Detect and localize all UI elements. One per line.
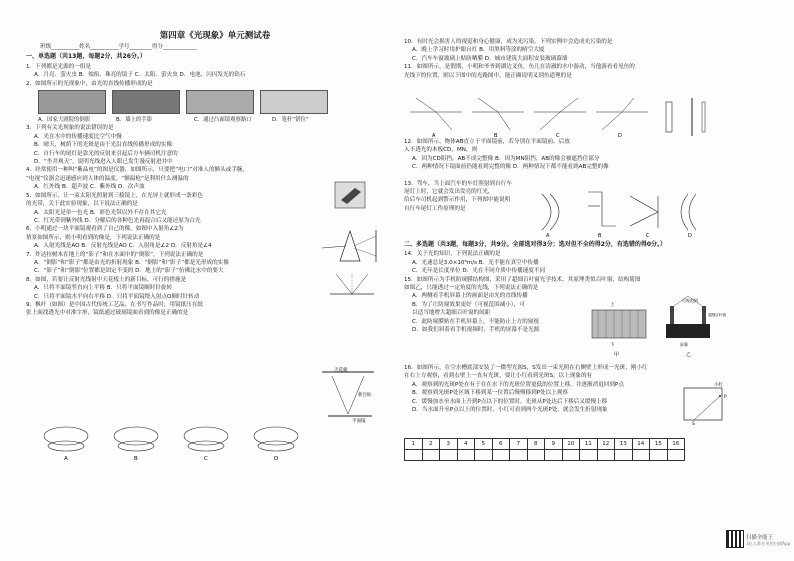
option-label-b: B bbox=[494, 133, 498, 139]
question-9-figures bbox=[36, 422, 316, 462]
label-p: P bbox=[724, 395, 727, 400]
figure-label-yi: 乙 bbox=[686, 352, 692, 358]
question-12-options-cd: C．两种情况下镜面前仍能看到完整的像 D．两种情况下都不能看到AB完整的像 bbox=[412, 164, 609, 171]
question-2-figures bbox=[26, 90, 404, 114]
option-label-d: D bbox=[274, 456, 279, 462]
question-5: 5．如图所示，让一束太阳光照射到三棱镜上，在光屏上就形成一条彩色 bbox=[26, 192, 203, 199]
question-1-options: A．月亮、萤火虫 B．烛焰、珠亮的镜子 C．太阳、萤火虫 D．电池、闪闪发光的钻石 bbox=[34, 72, 246, 79]
answer-grid-answer-cell[interactable] bbox=[422, 450, 440, 461]
section-multi-choice: 二、多选题（共3题，每题3分，共9分。全部选对得3分；选对但不全的得2分，有选错的得0分。） bbox=[404, 241, 667, 248]
question-15-privacy-film-figure bbox=[590, 294, 726, 358]
ceiling-mirror-figure bbox=[318, 366, 378, 424]
figure-label: B．墙上的手影 bbox=[116, 117, 153, 124]
figure-convex-mirror bbox=[186, 90, 254, 114]
figure-label-bottom: 下 bbox=[610, 343, 615, 348]
question-5-cont: 的光带，关于此实验现象，以下说法正确的是 bbox=[26, 201, 138, 208]
question-13: 13．驾车，当上面汽车的车灯照射到自行车 bbox=[404, 180, 512, 187]
answer-grid-number-cell: 5 bbox=[475, 439, 493, 450]
question-5-options-ab: A．太阳光是单一色光 B．彩色光带以外不存在其它光 bbox=[34, 209, 167, 216]
question-16-option-a: A．观察到的光斑P处在有于在在水下的光斑位置更低的位置上移，并逐渐消退回到P点 bbox=[412, 381, 624, 388]
prism-figure bbox=[320, 226, 380, 266]
label-xiaohong: 小红 bbox=[714, 383, 723, 388]
figure-label: A．国家大剧院的倒影 bbox=[38, 117, 91, 124]
question-10-options-ab: A．晚上学习时用护眼台灯 B．用黑料等涂的晴空大厦 bbox=[412, 47, 545, 54]
answer-grid-number-cell: 7 bbox=[510, 439, 528, 450]
answer-grid-number-cell: 16 bbox=[667, 439, 685, 450]
question-9: 9．枫叶（如图）是中国古代传统工艺品，在书写作品时，用镜纸压在纸 bbox=[26, 301, 203, 308]
question-11-figures bbox=[406, 92, 656, 138]
question-15-option-b: B．为了让防窥效果更好（可视范围减小），可 bbox=[412, 301, 525, 308]
answer-grid-number-cell: 8 bbox=[527, 439, 545, 450]
option-label-a: A bbox=[546, 233, 550, 239]
question-7-options-cd: C．“影子”和“倒影”位置都是固定不变的 D．地上的“影子”仿佛比水中的要大 bbox=[34, 268, 224, 275]
option-label-d: D bbox=[618, 133, 622, 139]
question-14-options-cd: C．光年是长度单位 D．光在不同介质中传播速度不同 bbox=[412, 268, 546, 275]
mirror-reflection-figure bbox=[326, 270, 378, 300]
answer-grid-answer-cell[interactable] bbox=[457, 450, 475, 461]
question-10-options-cd: C．汽车车窗玻璃上贴防晒膜 D．城市建筑大面积安装玻璃幕墙 bbox=[412, 55, 568, 62]
right-column bbox=[404, 38, 782, 80]
question-16-option-c: C．缓慢加水至水面上升到P点以下的位置时，光斑从P处达后下移后又缓慢上移 bbox=[412, 398, 608, 405]
option-label-a: A bbox=[432, 133, 436, 139]
question-12-cont: 入不透光的木板CD，MN，则 bbox=[404, 147, 478, 154]
answer-grid-number-cell: 11 bbox=[580, 439, 598, 450]
option-label-b: B bbox=[598, 233, 602, 239]
section-single-choice: 一、单选题（共13题，每题2分，共26分。） bbox=[26, 53, 146, 61]
label-s: S bbox=[692, 422, 695, 427]
question-15-option-b-cont: 以适当地增大超细百叶窗的间距 bbox=[412, 310, 491, 317]
question-7-options-ab: A．“倒影”和“影子”都是由光的折射现象 B．“倒影”和“影子”都是光形成的实像 bbox=[34, 259, 229, 266]
question-2-figure-labels bbox=[26, 116, 404, 124]
question-3-option-c: C．自行车的尾灯是靠光的反射来引起后方车辆司机注意的 bbox=[34, 150, 178, 157]
question-15-option-a: A．两侧看手机屏幕上的画面是由光的直线传播 bbox=[412, 293, 528, 300]
question-12-mirror-figure bbox=[658, 94, 718, 140]
answer-grid-answer-cell[interactable] bbox=[405, 450, 423, 461]
option-label-a: A bbox=[64, 456, 68, 462]
answer-grid-number-cell: 9 bbox=[545, 439, 563, 450]
question-16-tank-figure bbox=[680, 378, 730, 426]
label-plane-mirror: 平面镜 bbox=[352, 419, 366, 424]
figure-label-top: 上 bbox=[610, 303, 615, 308]
qr-code-icon bbox=[726, 530, 744, 548]
answer-grid-answer-cell[interactable] bbox=[667, 450, 685, 461]
question-8: 8．如图，若要让反射光线射中天花板上的新目标，可行的措施是 bbox=[26, 276, 187, 283]
question-6-cont: 情景如图所示，则小明看到的像是，下列说法正确的是 bbox=[26, 234, 161, 241]
question-1: 1．下列都是光源的一组是 bbox=[26, 63, 92, 70]
answer-grid-answer-cell[interactable] bbox=[475, 450, 493, 461]
question-13-cont-3: 自行车尾灯工作原理的是 bbox=[404, 205, 466, 212]
student-info-line: 班级__________姓名__________学号________得分____________ bbox=[40, 44, 197, 50]
question-6: 6．小明通过一块平面镜观看到了自己的像，如图中入射角∠2为 bbox=[26, 226, 184, 233]
question-3-option-d: D．“坐井观天”，说明光线进入人眼已发生漫反射进井中 bbox=[34, 159, 173, 166]
answer-grid bbox=[404, 438, 685, 461]
question-15-option-d: D．如我们斜着看手机视频时，手机的屏幕不是光源 bbox=[412, 327, 540, 334]
question-10: 10．有时光会损害人的视觉和身心健康，成为光污染，下列实例中会造成光污染的是 bbox=[404, 39, 613, 45]
answer-grid-answer-cell[interactable] bbox=[562, 450, 580, 461]
question-6-options: A．入射光线是AO B．反射光线是AO C．入射角是∠2 D．反射角是∠4 bbox=[34, 243, 212, 250]
label-ceiling: 天花板 bbox=[334, 368, 348, 373]
answer-grid-answer-cell[interactable] bbox=[527, 450, 545, 461]
question-13-figures bbox=[538, 186, 708, 238]
option-label-c: C bbox=[556, 133, 560, 139]
answer-grid-answer-cell[interactable] bbox=[492, 450, 510, 461]
question-2: 2．如图所示的光现象中，由光的直线传播形成的是 bbox=[26, 80, 153, 87]
label-new-target: 新目标 bbox=[358, 393, 372, 398]
question-9-cont: 张上面找透光中对准字形，镜纸通过玻璃镜面看到的像是正确的是 bbox=[26, 310, 189, 317]
answer-grid-number-cell: 3 bbox=[440, 439, 458, 450]
question-16-option-b: B．观察到光斑P处区域下移到某一位置后慢慢移到P处以上观察 bbox=[412, 390, 569, 397]
question-15-option-c: C．此防窥膜贴在手机屏幕上，不能防止上方的窥视 bbox=[412, 318, 539, 325]
answer-grid-number-cell: 2 bbox=[422, 439, 440, 450]
scanner-tagline: 3亿人都在用的扫描App bbox=[746, 541, 791, 546]
question-13-cont: 尾灯上时，它就会发出发亮的红光， bbox=[404, 189, 494, 196]
figure-hand-shadow bbox=[112, 90, 180, 114]
figure-label-screen: 屏幕 bbox=[680, 342, 688, 347]
answer-grid-answer-cell[interactable] bbox=[597, 450, 615, 461]
question-5-options-cd: C．红光带到紫外线 D．分解后的各种色光再混合后又能还原为白光 bbox=[34, 217, 201, 224]
answer-grid-number-cell: 13 bbox=[615, 439, 633, 450]
question-16-cont: 在右上方观察，看到右壁上一直有光斑，要让小红看到光斑S，以上现象的有 bbox=[404, 373, 593, 380]
answer-grid-number-row bbox=[405, 439, 685, 450]
answer-grid-number-cell: 10 bbox=[562, 439, 580, 450]
answer-grid-answer-cell[interactable] bbox=[545, 450, 563, 461]
answer-grid-number-cell: 14 bbox=[632, 439, 650, 450]
scanner-brand: 扫描全能王 bbox=[746, 535, 773, 541]
option-label-d: D bbox=[688, 233, 692, 239]
question-11-cont: 光线下的位置，则以下图中的光路图中，能正确说明叉到鱼道理的是 bbox=[404, 72, 572, 79]
figure-label-jia: 甲 bbox=[614, 352, 620, 358]
question-7: 7．炸达拉树木在地上的“影子”和在水面中的“倒影”，下列说法正确的是 bbox=[26, 251, 204, 258]
answer-grid-answer-row bbox=[405, 450, 685, 461]
question-3-option-b: B．晴天，树荫下的光斑是由于光沿直线传播形成的实像 bbox=[34, 142, 173, 149]
question-8-options-ab: A．只将平面镜竖直向上平移 B．只将平面镜顺时针旋转 bbox=[34, 285, 173, 292]
answer-grid-answer-cell[interactable] bbox=[650, 450, 668, 461]
answer-grid-answer-cell[interactable] bbox=[615, 450, 633, 461]
question-14: 14．关于光的知识，下列说法正确的是 bbox=[404, 251, 501, 258]
exam-title: 第四章《光现象》单元测试卷 bbox=[159, 31, 271, 41]
answer-grid-answer-cell[interactable] bbox=[632, 450, 650, 461]
answer-grid-answer-cell[interactable] bbox=[510, 450, 528, 461]
answer-grid-answer-cell[interactable] bbox=[580, 450, 598, 461]
question-3-option-a: A．光在水中的传播速度比空气中慢 bbox=[34, 133, 122, 140]
question-16: 16．如图所示，在空水槽底部安装了一微型光源S，S发出一束光照在右侧壁上形成一光斑，刚小红 bbox=[404, 365, 648, 371]
figure-pen-in-water bbox=[260, 90, 328, 114]
question-11: 11．如图所示，是假期，小明和爷爷到湖边叉鱼，鱼儿在清澈的水中游动，当他游看看见鱼的 bbox=[404, 64, 635, 71]
answer-grid-number-cell: 1 bbox=[405, 439, 423, 450]
answer-grid-number-cell: 6 bbox=[492, 439, 510, 450]
question-4: 4．经常使用一种叫“紫晶电”的图是仪器，如图所示，只要把“电口”对准人的额头或手腕， bbox=[26, 167, 249, 174]
question-12: 12．如图所示，物体AB直立于平面镜前，若分别在平面镜前、后放 bbox=[404, 139, 570, 145]
option-label-b: B bbox=[134, 456, 138, 462]
figure-theater-reflection bbox=[38, 90, 106, 114]
question-3: 3．下列有关光现象的说法错误的是 bbox=[26, 125, 114, 132]
figure-label: D．笔杆“错位” bbox=[272, 117, 309, 124]
figure-label-louver: 超细百叶窗 bbox=[708, 313, 726, 317]
question-12-options-ab: A．因为CD阻挡，AB不成完整像 B．因为MN阻挡，AB的像会被遮挡住部分 bbox=[412, 155, 600, 162]
answer-grid-answer-cell[interactable] bbox=[440, 450, 458, 461]
question-15: 15．如图所示为手机防窥膜结构图，采用了超细百叶窗光学技术，其原理类似百叶窗，结构简图 bbox=[404, 276, 641, 283]
figure-label: C．通过凸面镜观察路口 bbox=[194, 117, 252, 124]
option-label-c: C bbox=[646, 233, 650, 239]
question-16-option-d: D．当水面升至P点以上的位置时，小红可看到两个光斑P处，就会发生折射现象 bbox=[412, 407, 608, 414]
answer-grid-number-cell: 12 bbox=[597, 439, 615, 450]
question-8-options-cd: C．只将平面镜水平向右平移 D．只将平面镜绕入射点O顺时针转动 bbox=[34, 293, 200, 300]
question-4-options: A．红外线 B．超声波 C．紫外线 D．次声波 bbox=[34, 184, 145, 191]
question-14-options-ab: A．光速总是3.0×10⁸m/s B．光不能在真空中传播 bbox=[412, 259, 539, 266]
option-label-c: C bbox=[204, 456, 208, 462]
answer-grid-number-cell: 4 bbox=[457, 439, 475, 450]
question-15-cont: 如图乙，只能透过一定角度的光线，下列说法正确的是 bbox=[404, 285, 539, 292]
question-13-cont-2: 给后车司机起到警示作用，下列图中能说明 bbox=[404, 197, 511, 204]
figure-label-view-range: 可视范围 bbox=[682, 298, 698, 303]
question-4-cont: “电视”仪器会迅速感应到人体的温度。“额温枪”是利用什么测温的 bbox=[26, 175, 189, 182]
answer-grid-number-cell: 15 bbox=[650, 439, 668, 450]
thermometer-gun-figure bbox=[333, 178, 367, 212]
